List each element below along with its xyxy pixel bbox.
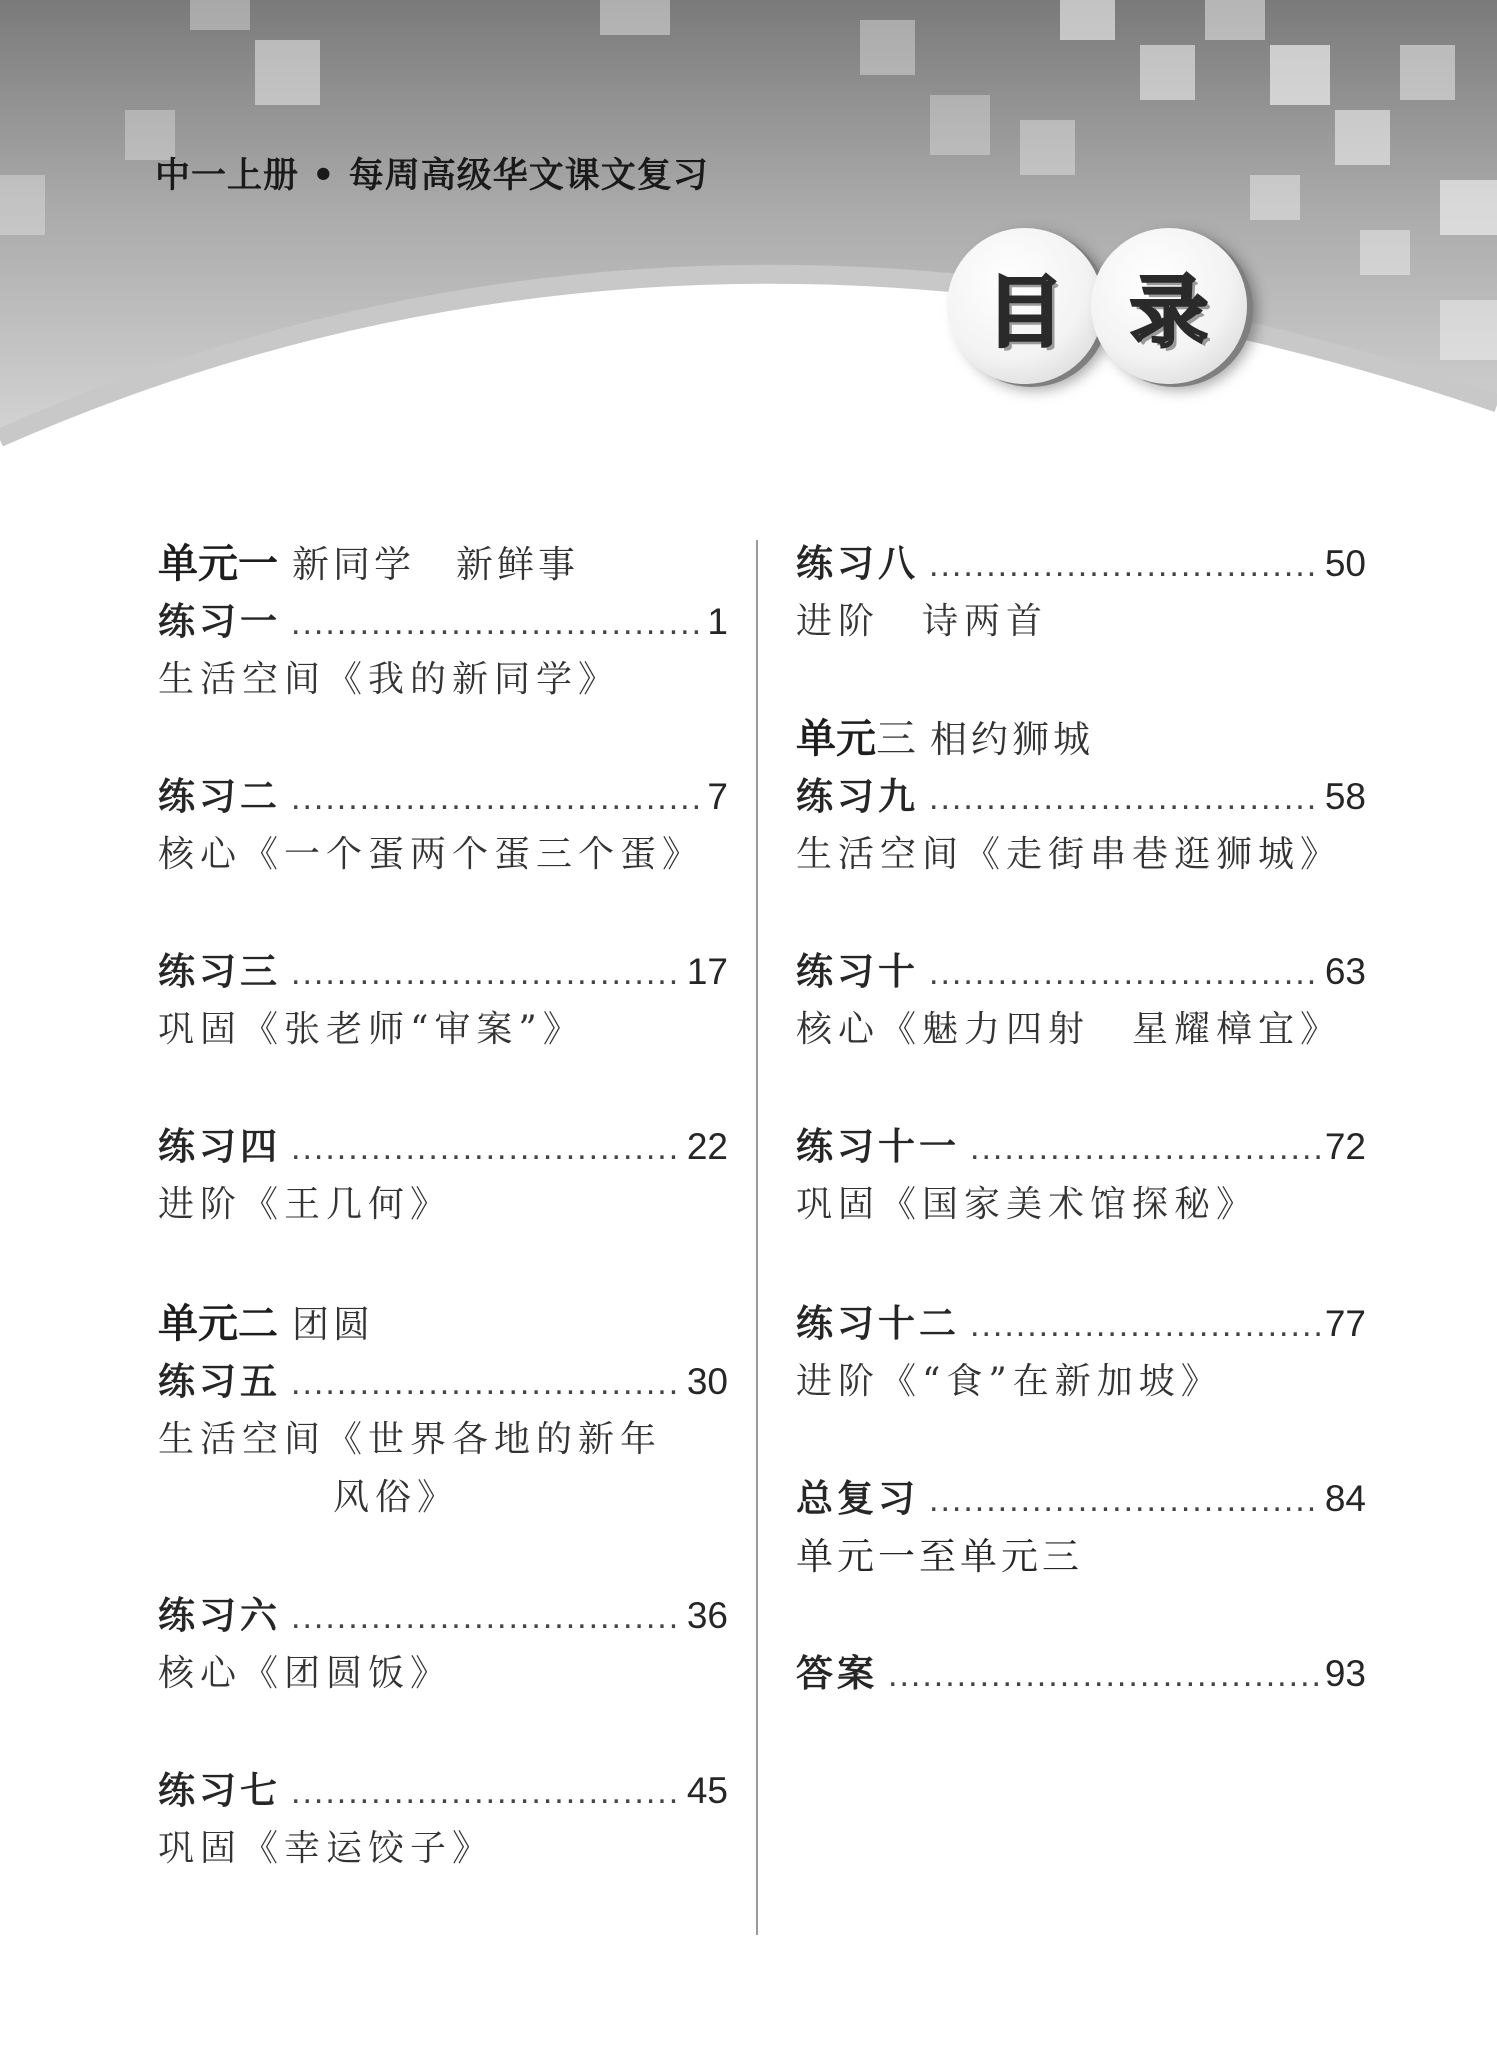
page-number: 50 bbox=[1324, 543, 1366, 584]
toc-heading bbox=[925, 228, 1255, 388]
dot-leader bbox=[929, 944, 1321, 1002]
entry-subtitle: 单元一至单元三 bbox=[796, 1535, 1083, 1578]
entry-label: 练习十 bbox=[796, 950, 919, 993]
page-number: 22 bbox=[686, 1126, 728, 1167]
page-number: 58 bbox=[1324, 776, 1366, 817]
unit-number: 二 bbox=[238, 1301, 278, 1347]
page-number: 17 bbox=[686, 951, 728, 992]
entry-label: 练习四 bbox=[158, 1125, 281, 1168]
banner-background bbox=[0, 0, 1497, 450]
page-number: 36 bbox=[686, 1595, 728, 1636]
dot-leader bbox=[970, 1296, 1321, 1354]
entry-subtitle: 核心《魅力四射 星耀樟宜》 bbox=[796, 1009, 1343, 1050]
page-number: 84 bbox=[1324, 1478, 1366, 1519]
entry-label: 练习八 bbox=[796, 542, 919, 585]
page-number: 45 bbox=[686, 1770, 728, 1811]
entry-label: 练习十二 bbox=[796, 1302, 960, 1345]
dot-leader bbox=[291, 944, 683, 1002]
column-divider bbox=[756, 540, 758, 1935]
toc-entry-ex7[interactable] bbox=[158, 1762, 728, 1820]
toc-char-lu: 录 bbox=[1129, 268, 1208, 358]
entry-subtitle: 生活空间《走街串巷逛狮城》 bbox=[796, 834, 1343, 875]
dot-leader bbox=[888, 1646, 1321, 1704]
unit-label: 单元 bbox=[796, 716, 876, 762]
unit-heading-2[interactable] bbox=[158, 1295, 728, 1353]
entry-subtitle: 核心《团圆饭》 bbox=[158, 1653, 453, 1694]
toc-entry-ex8[interactable] bbox=[796, 535, 1366, 593]
dot-leader bbox=[291, 1119, 683, 1177]
entry-subtitle: 进阶 诗两首 bbox=[796, 601, 1049, 642]
toc-badge-right bbox=[1091, 228, 1247, 384]
page-number: 72 bbox=[1324, 1126, 1366, 1167]
toc-entry-ex3[interactable] bbox=[158, 943, 728, 1001]
entry-label: 练习二 bbox=[158, 775, 281, 818]
toc-badge-left bbox=[947, 228, 1103, 384]
entry-subtitle-continued: 风俗》 bbox=[333, 1477, 460, 1518]
dot-leader bbox=[929, 1471, 1321, 1529]
dot-leader bbox=[291, 769, 703, 827]
unit-heading-3[interactable] bbox=[796, 710, 1366, 768]
toc-entry-answers[interactable] bbox=[796, 1645, 1366, 1703]
dot-leader bbox=[970, 1119, 1321, 1177]
entry-subtitle: 核心《一个蛋两个蛋三个蛋》 bbox=[158, 834, 705, 875]
dot-leader bbox=[291, 1354, 683, 1412]
dot-leader bbox=[291, 594, 703, 652]
toc-entry-ex12[interactable] bbox=[796, 1295, 1366, 1353]
toc-entry-ex9[interactable] bbox=[796, 768, 1366, 826]
page-number: 77 bbox=[1324, 1303, 1366, 1344]
entry-subtitle: 巩固《幸运饺子》 bbox=[158, 1828, 495, 1869]
toc-entry-ex11[interactable] bbox=[796, 1118, 1366, 1176]
toc-entry-ex4[interactable] bbox=[158, 1118, 728, 1176]
dot-leader bbox=[929, 769, 1321, 827]
entry-label: 练习一 bbox=[158, 600, 281, 643]
dot-leader bbox=[291, 1588, 683, 1646]
entry-subtitle: 进阶《“食”在新加坡》 bbox=[796, 1361, 1223, 1402]
page-number: 30 bbox=[686, 1361, 728, 1402]
entry-label: 练习九 bbox=[796, 775, 919, 818]
toc-entry-ex6[interactable] bbox=[158, 1587, 728, 1645]
unit-title: 团圆 bbox=[292, 1303, 374, 1346]
entry-label: 练习十一 bbox=[796, 1125, 960, 1168]
entry-subtitle: 巩固《国家美术馆探秘》 bbox=[796, 1184, 1259, 1225]
header-banner bbox=[0, 0, 1497, 450]
entry-label: 练习五 bbox=[158, 1360, 281, 1403]
book-title: 中一上册 • 每周高级华文课文复习 bbox=[155, 156, 709, 196]
toc-entry-review[interactable] bbox=[796, 1470, 1366, 1528]
unit-title: 新同学 新鲜事 bbox=[292, 543, 579, 586]
dot-leader bbox=[929, 536, 1321, 594]
unit-title: 相约狮城 bbox=[930, 718, 1094, 761]
toc-entry-ex2[interactable] bbox=[158, 768, 728, 826]
entry-subtitle: 生活空间《世界各地的新年 bbox=[158, 1419, 663, 1460]
entry-label: 练习七 bbox=[158, 1769, 281, 1812]
toc-char-mu: 目 bbox=[985, 268, 1064, 358]
entry-label: 练习三 bbox=[158, 950, 281, 993]
dot-leader bbox=[291, 1763, 683, 1821]
entry-label: 总复习 bbox=[796, 1477, 919, 1520]
entry-label: 练习六 bbox=[158, 1594, 281, 1637]
page-number: 1 bbox=[707, 601, 728, 642]
page-number: 63 bbox=[1324, 951, 1366, 992]
entry-subtitle: 生活空间《我的新同学》 bbox=[158, 659, 621, 700]
page-number: 93 bbox=[1324, 1653, 1366, 1694]
entry-subtitle: 进阶《王几何》 bbox=[158, 1184, 453, 1225]
entry-subtitle: 巩固《张老师“审案”》 bbox=[158, 1009, 585, 1050]
unit-number: 三 bbox=[876, 716, 916, 762]
unit-number: 一 bbox=[238, 541, 278, 587]
page-number: 7 bbox=[707, 776, 728, 817]
unit-heading-1[interactable] bbox=[158, 535, 728, 593]
entry-label: 答案 bbox=[796, 1652, 878, 1695]
toc-entry-ex5[interactable] bbox=[158, 1353, 728, 1411]
unit-label: 单元 bbox=[158, 1301, 238, 1347]
toc-entry-ex1[interactable] bbox=[158, 593, 728, 651]
toc-entry-ex10[interactable] bbox=[796, 943, 1366, 1001]
unit-label: 单元 bbox=[158, 541, 238, 587]
